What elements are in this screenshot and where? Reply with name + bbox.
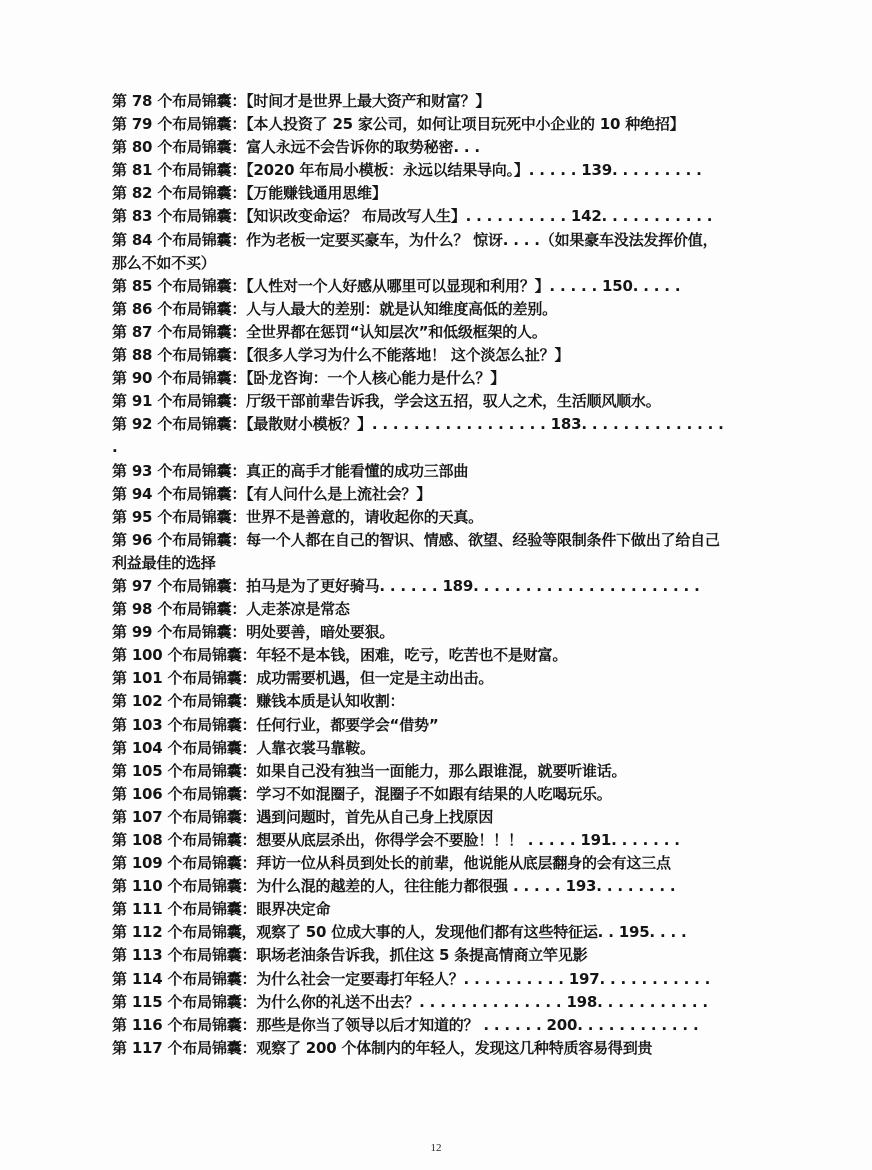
toc-entry: 第 107 个布局锦囊：遇到问题时，首先从自己身上找原因 (112, 807, 494, 826)
toc-entry: 第 112 个布局锦囊，观察了 50 位成大事的人，发现他们都有这些特征运. . 195. . . . (112, 923, 687, 942)
toc-entry: 第 113 个布局锦囊：职场老油条告诉我，抓住这 5 条提高情商立竿见影 (112, 946, 588, 965)
page-number: 12 (430, 1142, 442, 1154)
toc-entry: 第 114 个布局锦囊：为什么社会一定要毒打年轻人？. . . . . . . . . . 197. . . . . . . . . . . (112, 969, 711, 988)
toc-entry: 第 99 个布局锦囊：明处要善，暗处要狠。 (112, 623, 395, 642)
toc-list (112, 90, 732, 1060)
toc-entry: 第 108 个布局锦囊：想要从底层杀出，你得学会不要脸！！！ . . . . . 191. . . . . . . (112, 831, 680, 849)
toc-entry: 第 98 个布局锦囊：人走茶凉是常态 (112, 600, 350, 619)
toc-entry: 第 94 个布局锦囊：【有人问什么是上流社会？】 (112, 484, 432, 503)
toc-entry: 第 100 个布局锦囊：年轻不是本钱，困难，吃亏，吃苦也不是财富。 (112, 646, 568, 665)
toc-entry: 第 104 个布局锦囊：人靠衣裳马靠鞍。 (112, 738, 375, 757)
toc-entry: 第 101 个布局锦囊：成功需要机遇，但一定是主动出击。 (112, 669, 494, 688)
toc-entry: 第 102 个布局锦囊：赚钱本质是认知收割： (112, 692, 405, 711)
toc-entry: 第 105 个布局锦囊：如果自己没有独当一面能力，那么跟谁混，就要听谁话。 (112, 761, 627, 780)
toc-entry: 第 82 个布局锦囊：【万能赚钱通用思维】 (112, 184, 387, 203)
toc-entry: 第 87 个布局锦囊：全世界都在惩罚“认知层次”和低级框架的人。 (112, 322, 547, 341)
toc-entry: 第 84 个布局锦囊：作为老板一定要买豪车，为什么？ 惊讶. . . .（如果豪车没法发挥价值，那么不如不买） (112, 230, 718, 272)
toc-entry: 第 88 个布局锦囊：【很多人学习为什么不能落地！ 这个淡怎么扯？】 (112, 346, 570, 365)
toc-entry: 第 92 个布局锦囊：【最散财小模板？】. . . . . . . . . . . . . . . . . 183. . . . . . . . . . . . . . . (112, 415, 724, 457)
toc-entry: 第 93 个布局锦囊：真正的高手才能看懂的成功三部曲 (112, 461, 469, 480)
toc-entry: 第 95 个布局锦囊：世界不是善意的，请收起你的天真。 (112, 507, 483, 526)
toc-entry: 第 91 个布局锦囊：厅级干部前辈告诉我，学会这五招，驭人之术，生活顺风顺水。 (112, 392, 661, 411)
toc-entry: 第 78 个布局锦囊：【时间才是世界上最大资产和财富？】 (112, 92, 491, 110)
toc-entry: 第 90 个布局锦囊：【卧龙咨询：一个人核心能力是什么？】 (112, 369, 506, 388)
toc-entry: 第 86 个布局锦囊：人与人最大的差别：就是认知维度高低的差别。 (112, 299, 557, 318)
toc-entry: 第 79 个布局锦囊：【本人投资了 25 家公司，如何让项目玩死中小企业的 10 种绝招】 (112, 115, 685, 134)
toc-entry: 第 103 个布局锦囊：任何行业，都要学会“借势” (112, 715, 439, 734)
toc-entry: 第 111 个布局锦囊：眼界决定命 (112, 900, 331, 919)
toc-entry: 第 81 个布局锦囊：【2020 年布局小模板：永远以结果导向。】. . . . . 139. . . . . . . . . (112, 161, 702, 180)
toc-entry: 第 110 个布局锦囊：为什么混的越差的人，往往能力都很强 . . . . . 193. . . . . . . . (112, 877, 676, 896)
toc-entry: 第 96 个布局锦囊：每一个人都在自己的智识、情感、欲望、经验等限制条件下做出了给自己利益最佳的选择 (112, 530, 720, 572)
toc-entry: 第 83 个布局锦囊：【知识改变命运？ 布局改写人生】. . . . . . . . . . 142. . . . . . . . . . . (112, 207, 713, 226)
toc-entry: 第 117 个布局锦囊：观察了 200 个体制内的年轻人，发现这几种特质容易得到贵 (112, 1038, 653, 1057)
toc-entry: 第 109 个布局锦囊：拜访一位从科员到处长的前辈，他说能从底层翻身的会有这三点 (112, 854, 671, 873)
toc-entry: 第 97 个布局锦囊：拍马是为了更好骑马. . . . . . 189. . . . . . . . . . . . . . . . . . . . . . (112, 576, 700, 595)
toc-entry: 第 106 个布局锦囊：学习不如混圈子，混圈子不如跟有结果的人吃喝玩乐。 (112, 784, 612, 803)
toc-entry: 第 115 个布局锦囊：为什么你的礼送不出去？. . . . . . . . . . . . . . 198. . . . . . . . . . . (112, 992, 708, 1011)
toc-entry: 第 80 个布局锦囊：富人永远不会告诉你的取势秘密. . . (112, 138, 480, 157)
toc-entry: 第 85 个布局锦囊：【人性对一个人好感从哪里可以显现和利用？】. . . . . 150. . . . . (112, 276, 681, 295)
toc-entry: 第 116 个布局锦囊：那些是你当了领导以后才知道的？ . . . . . . 200. . . . . . . . . . . . (112, 1015, 699, 1034)
